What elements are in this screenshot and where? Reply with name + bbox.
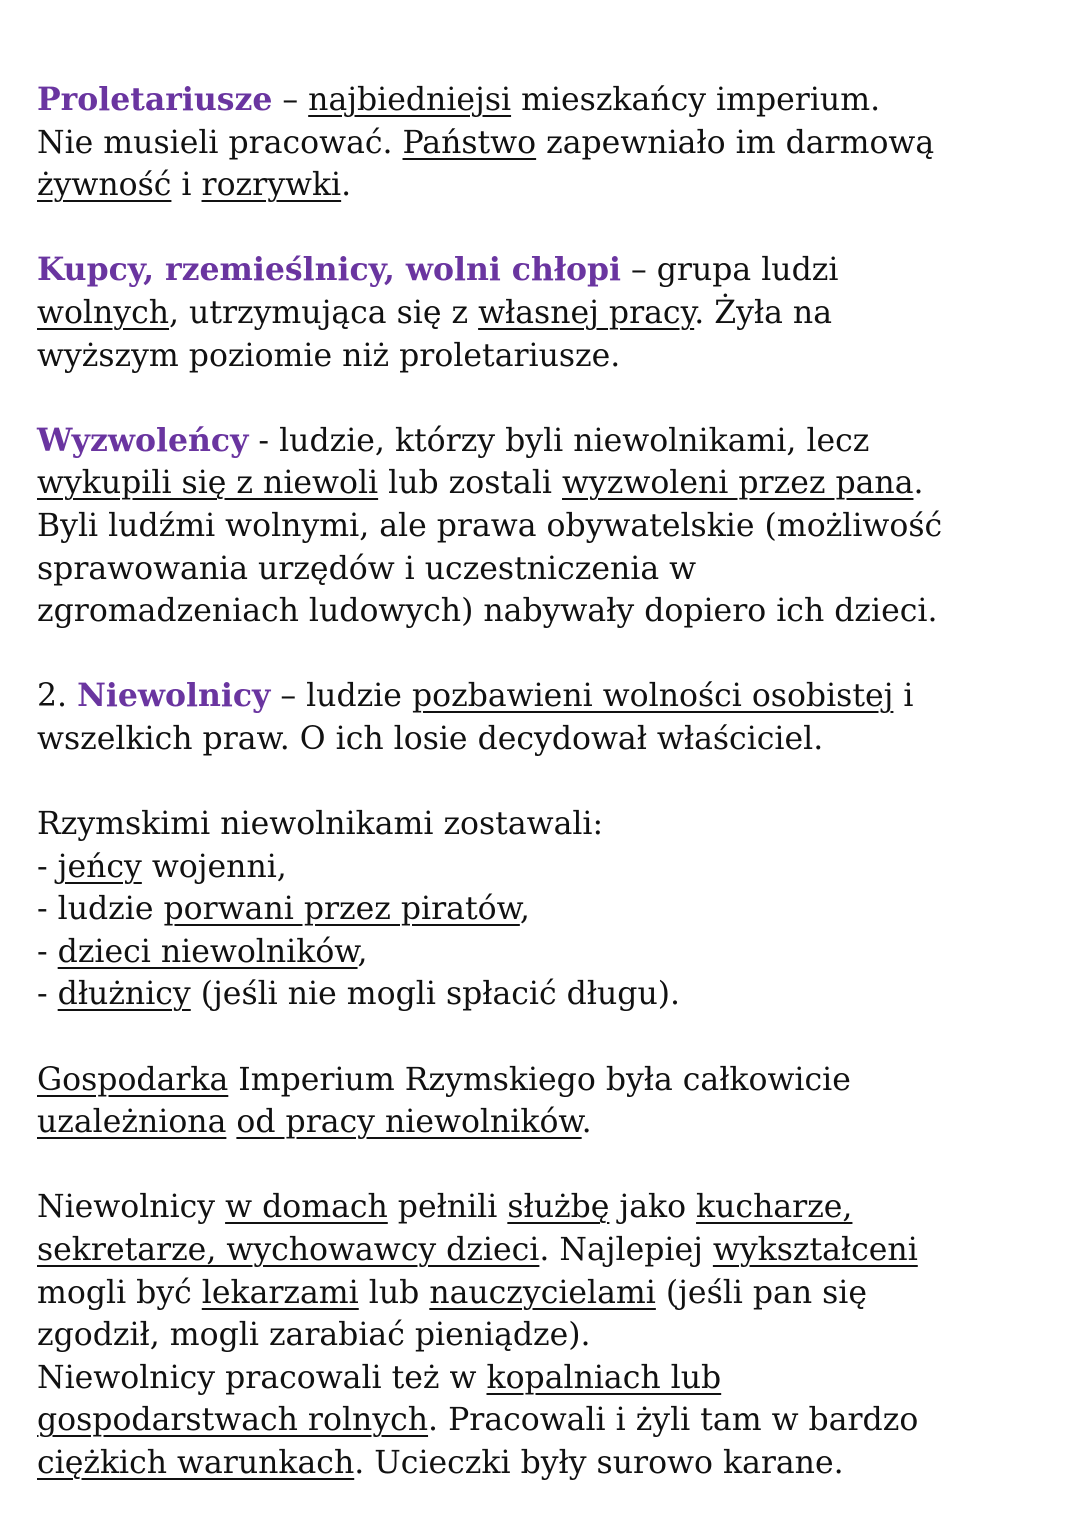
paragraph xyxy=(37,1186,942,1484)
text-segment: – xyxy=(272,82,309,118)
text-segment: wojenni, xyxy=(141,848,287,885)
text-line xyxy=(37,973,942,1016)
text-line xyxy=(37,803,942,846)
underlined-text: wolnych xyxy=(37,294,170,331)
text-segment: - xyxy=(37,848,58,885)
paragraph-gap xyxy=(37,1144,942,1187)
underlined-text: sekretarze, wychowawcy dzieci xyxy=(37,1232,540,1269)
text-segment: lub xyxy=(358,1274,430,1311)
underlined-text: pozbawieni wolności osobistej xyxy=(411,678,894,715)
text-segment xyxy=(226,1104,236,1140)
underlined-text: Państwo xyxy=(402,124,537,161)
underlined-text: dzieci niewolników xyxy=(57,933,358,970)
text-segment: - xyxy=(37,976,58,1013)
text-segment: wszelkich praw. O ich losie decydował właściciel. xyxy=(37,720,824,757)
text-segment: Niewolnicy xyxy=(37,1189,226,1226)
text-segment: zgromadzeniach ludowych) nabywały dopiero ich dzieci. xyxy=(37,593,938,630)
text-line xyxy=(37,249,942,292)
text-segment: . Najlepiej xyxy=(539,1232,713,1269)
highlighted-term: Wyzwoleńcy xyxy=(37,421,249,459)
underlined-text: jeńcy xyxy=(57,848,142,885)
text-segment: lub zostali xyxy=(378,465,563,502)
text-line xyxy=(37,888,942,931)
text-line xyxy=(37,1229,942,1272)
text-segment: mogli być xyxy=(37,1274,202,1311)
text-segment: i xyxy=(171,167,202,204)
underlined-text: uzależniona xyxy=(37,1104,227,1141)
text-line xyxy=(37,420,942,463)
text-segment: . xyxy=(581,1104,592,1141)
paragraph xyxy=(37,420,942,633)
paragraph-gap xyxy=(37,377,942,420)
text-line xyxy=(37,846,942,889)
underlined-text: ciężkich warunkach xyxy=(37,1445,355,1481)
text-segment: Rzymskimi niewolnikami zostawali: xyxy=(37,806,604,843)
underlined-text: żywność xyxy=(37,167,172,204)
text-segment: – grupa ludzi xyxy=(620,252,839,289)
text-line xyxy=(37,122,942,165)
text-segment: 2. xyxy=(37,678,78,715)
text-segment: . xyxy=(913,465,924,502)
text-line xyxy=(37,1059,942,1102)
paragraph xyxy=(37,803,942,1016)
paragraph xyxy=(37,675,942,760)
text-segment: wyższym poziomie niż proletariusze. xyxy=(37,337,621,374)
underlined-text: od pracy niewolników xyxy=(236,1104,582,1141)
paragraph xyxy=(37,249,942,377)
highlighted-term: Proletariusze xyxy=(37,81,273,118)
text-line xyxy=(37,292,942,335)
underlined-text: Gospodarka xyxy=(37,1061,229,1098)
text-segment: - ludzie xyxy=(37,891,164,928)
underlined-text: gospodarstwach rolnych xyxy=(37,1402,429,1439)
text-line xyxy=(37,164,942,207)
underlined-text: lekarzami xyxy=(201,1274,359,1311)
paragraph-gap xyxy=(37,1016,942,1059)
highlighted-term: Kupcy, rzemieślnicy, wolni chłopi xyxy=(37,251,621,289)
underlined-text: kopalniach lub xyxy=(486,1359,722,1396)
text-line xyxy=(37,1101,942,1144)
text-segment: i xyxy=(893,678,914,715)
highlighted-term: Niewolnicy xyxy=(77,677,271,715)
text-segment: mieszkańcy imperium. xyxy=(511,82,881,118)
paragraph xyxy=(37,79,942,207)
text-segment: (jeśli nie mogli spłacić długu). xyxy=(190,976,681,1013)
text-line xyxy=(37,590,942,633)
text-segment: . Żyła na xyxy=(694,294,832,331)
underlined-text: własnej pracy xyxy=(478,294,695,331)
text-line xyxy=(37,462,942,505)
text-line xyxy=(37,548,942,591)
text-segment: , xyxy=(357,933,368,970)
paragraph-gap xyxy=(37,633,942,676)
text-segment: . Pracowali i żyli tam w bardzo xyxy=(428,1402,919,1439)
text-segment: Nie musieli pracować. xyxy=(37,124,403,161)
text-line xyxy=(37,505,942,548)
text-line xyxy=(37,1186,942,1229)
text-segment: – ludzie xyxy=(270,678,412,715)
underlined-text: służbę xyxy=(507,1189,610,1226)
text-segment: - ludzie, którzy byli niewolnikami, lecz xyxy=(248,422,870,459)
text-line xyxy=(37,675,942,718)
underlined-text: wykupili się z niewoli xyxy=(37,465,379,502)
text-segment: , utrzymująca się z xyxy=(169,294,479,331)
paragraph xyxy=(37,1059,942,1144)
text-line xyxy=(37,1442,942,1485)
text-segment: Imperium Rzymskiego była całkowicie xyxy=(228,1061,851,1098)
text-segment: . xyxy=(341,167,352,204)
paragraph-gap xyxy=(37,761,942,804)
text-segment: Byli ludźmi wolnymi, ale prawa obywatelskie (możliwość xyxy=(37,507,943,544)
text-line xyxy=(37,1272,942,1315)
underlined-text: porwani przez piratów xyxy=(163,891,520,928)
text-segment: pełnili xyxy=(387,1189,508,1226)
text-line xyxy=(37,718,942,761)
text-line xyxy=(37,1314,942,1357)
text-line xyxy=(37,1357,942,1400)
underlined-text: w domach xyxy=(225,1189,388,1226)
text-line xyxy=(37,79,942,122)
text-segment: (jeśli pan się xyxy=(655,1274,868,1311)
document-page xyxy=(37,79,942,1485)
underlined-text: dłużnicy xyxy=(57,976,191,1013)
text-segment: zapewniało im darmową xyxy=(536,124,935,161)
text-segment: . Ucieczki były surowo karane. xyxy=(354,1445,844,1481)
underlined-text: wyzwoleni przez pana xyxy=(562,465,914,502)
underlined-text: wykształceni xyxy=(712,1232,918,1269)
text-segment: jako xyxy=(609,1189,697,1226)
text-segment: - xyxy=(37,933,58,970)
underlined-text: rozrywki xyxy=(201,167,342,204)
text-segment: sprawowania urzędów i uczestniczenia w xyxy=(37,550,697,587)
text-line xyxy=(37,335,942,378)
text-segment: Niewolnicy pracowali też w xyxy=(37,1359,487,1396)
text-segment: , xyxy=(519,891,530,928)
text-line xyxy=(37,931,942,974)
underlined-text: najbiedniejsi xyxy=(308,82,512,118)
text-line xyxy=(37,1399,942,1442)
text-segment: zgodził, mogli zarabiać pieniądze). xyxy=(37,1317,591,1354)
underlined-text: nauczycielami xyxy=(429,1274,656,1311)
underlined-text: kucharze, xyxy=(696,1189,853,1226)
paragraph-gap xyxy=(37,207,942,250)
